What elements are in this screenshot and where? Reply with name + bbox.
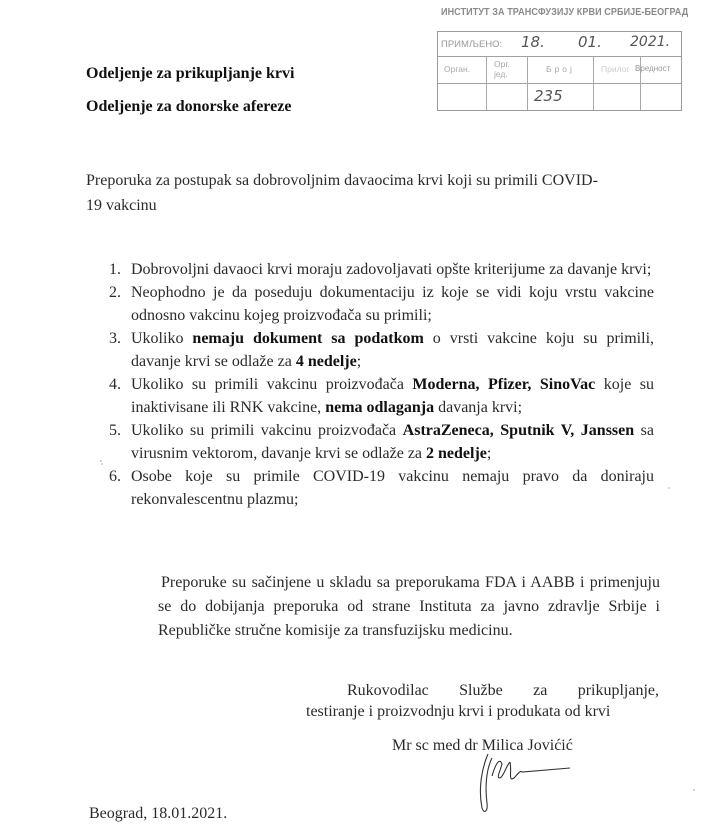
recommendation-item <box>109 465 654 511</box>
emphasized-text: nema odlaganja <box>325 399 435 416</box>
item-text: Ukoliko su primili vakcinu proizvođača <box>131 376 413 393</box>
closing-paragraph: Preporuke su sačinjene u skladu sa preporukama FDA i AABB i primenjuju se do dobijanja preporuka od strane Instituta za javno zdravlje Srbije i Republičke stručne komisije za transfuzijsku medicinu. <box>158 574 660 639</box>
stamp-received-label: ПРИМЉЕНО: <box>441 39 503 50</box>
stamp-received-year: 2021. <box>630 34 671 50</box>
item-text: sa virusnim vektorom, davanje krvi se odlaže za <box>131 422 655 462</box>
item-number: 1. <box>109 261 121 278</box>
item-text: Ukoliko <box>131 330 193 347</box>
recommendation-list <box>109 258 654 511</box>
emphasized-text: 4 nedelje <box>295 353 357 370</box>
item-text: Ukoliko su primili vakcinu proizvođača <box>131 422 403 439</box>
scan-speck <box>693 789 695 791</box>
handwritten-signature <box>460 748 580 818</box>
stamp-divider <box>593 57 594 110</box>
item-number: 5. <box>109 422 121 439</box>
stamp-divider <box>486 57 487 110</box>
stamp-divider <box>527 57 528 110</box>
signatory-name: Mr sc med dr Milica Jovićić <box>392 737 573 754</box>
scan-speck <box>100 460 102 462</box>
item-number: 3. <box>109 330 121 347</box>
signatory-title-line-1: Rukovodilac Službe za prikupljanje, <box>347 682 659 699</box>
recommendation-item <box>109 373 654 419</box>
registry-stamp <box>437 31 682 111</box>
department-heading-1: Odeljenje za prikupljanje krvi <box>86 65 295 82</box>
item-text: Neophodno je da poseduju dokumentaciju iz koje se vidi koju vrstu vakcine odnosno vakcinu kojeg proizvođača su primili; <box>131 284 654 324</box>
item-number: 2. <box>109 284 121 301</box>
recommendation-item <box>109 258 654 281</box>
recommendation-item <box>109 419 654 465</box>
item-text: ; <box>356 353 362 370</box>
stamp-col-3: Прилог <box>601 64 630 74</box>
stamp-divider <box>640 57 641 110</box>
emphasized-text: 2 nedelje <box>426 445 487 462</box>
item-text: Dobrovoljni davaoci krvi moraju zadovoljavati opšte kriterijume za davanje krvi; <box>131 261 652 278</box>
recommendation-item <box>109 281 654 327</box>
item-text: Osobe koje su primile COVID-19 vakcinu nemaju pravo da doniraju rekonvalescentnu plazmu; <box>131 468 654 508</box>
stamp-received-day: 18. <box>521 33 545 51</box>
stamp-received-row <box>438 32 681 57</box>
stamp-received-month: 01. <box>578 33 602 51</box>
scan-speck <box>101 463 103 465</box>
stamp-col-1: Орг. јед. <box>494 59 510 79</box>
stamp-col-2: Број <box>546 64 575 74</box>
stamp-columns-row <box>438 57 681 84</box>
stamp-values-row <box>438 84 681 110</box>
scan-speck <box>668 487 670 489</box>
item-text: davanja krvi; <box>434 399 523 416</box>
item-number: 4. <box>109 376 121 393</box>
emphasized-text: AstraZeneca, Sputnik V, Janssen <box>402 422 635 439</box>
place-and-date: Beograd, 18.01.2021. <box>89 805 228 822</box>
document-subject: Preporuka za postupak sa dobrovoljnim davaocima krvi koji su primili COVID-19 vakcinu <box>86 172 598 214</box>
emphasized-text: nemaju dokument sa podatkom <box>192 330 424 347</box>
stamp-col-0: Орган. <box>444 64 471 74</box>
department-heading-2: Odeljenje za donorske afereze <box>86 98 292 115</box>
item-text: o vrsti vakcine koju su primili, davanje krvi se odlaže za <box>131 330 655 370</box>
item-text: koje su inaktivisane ili RNK vakcine, <box>131 376 654 416</box>
emphasized-text: Moderna, Pfizer, SinoVac <box>412 376 596 393</box>
recommendation-item <box>109 327 654 373</box>
stamp-number: 235 <box>534 87 563 105</box>
stamp-institution: ИНСТИТУТ ЗА ТРАНСФУЗИЈУ КРВИ СРБИЈЕ-БЕОГРАД <box>441 6 689 18</box>
signatory-title-line-2: testiranje i proizvodnju krvi i produkata od krvi <box>306 703 611 720</box>
stamp-col-4: Вредност <box>635 64 671 73</box>
item-text: ; <box>486 445 492 462</box>
item-number: 6. <box>109 468 121 485</box>
